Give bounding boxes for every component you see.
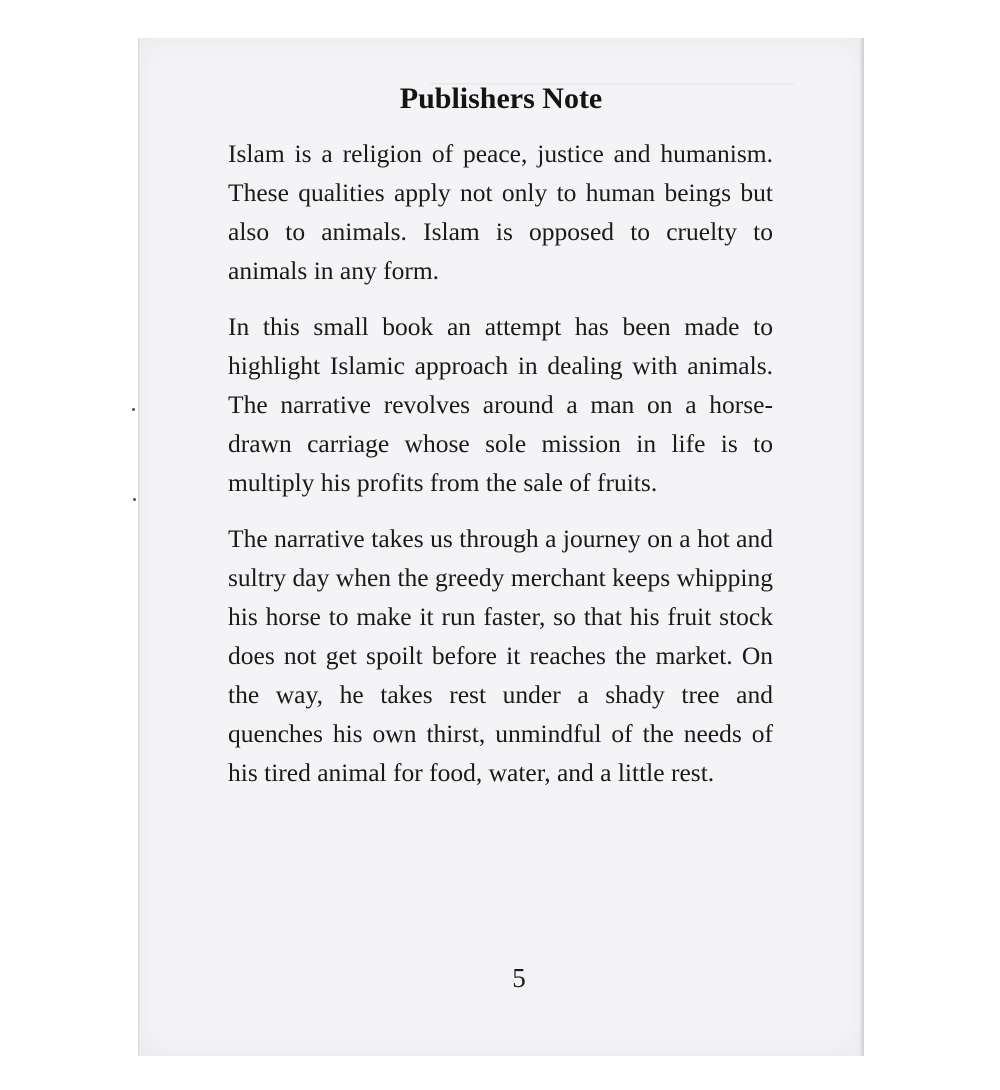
page-title: Publishers Note	[399, 82, 603, 115]
paragraph: Islam is a religion of peace, justice and humanism. These qualities apply not only to human beings but also to animals. Islam is opposed to cruelty to animals in any form.	[228, 139, 773, 285]
page-number: 5	[512, 963, 526, 993]
note-body	[228, 134, 773, 809]
paragraph: In this small book an attempt has been made to highlight Islamic approach in dealing with animals. The narrative revolves around a man on a horse-drawn carriage whose sole mission in life is to multiply his profits from the sale of fruits.	[228, 312, 773, 497]
page-right-edge	[860, 38, 864, 1056]
page-left-edge	[138, 38, 141, 1056]
margin-speck	[132, 408, 135, 411]
book-page	[138, 38, 864, 1056]
margin-speck	[133, 498, 136, 501]
paragraph: The narrative takes us through a journey on a hot and sultry day when the greedy merchant keeps whipping his horse to make it run faster, so that his fruit stock does not get spoilt before it reaches the market. On the way, he takes rest under a shady tree and quenches his own thirst, unmindful of the needs of his tired animal for food, water, and a little rest.	[228, 524, 773, 787]
